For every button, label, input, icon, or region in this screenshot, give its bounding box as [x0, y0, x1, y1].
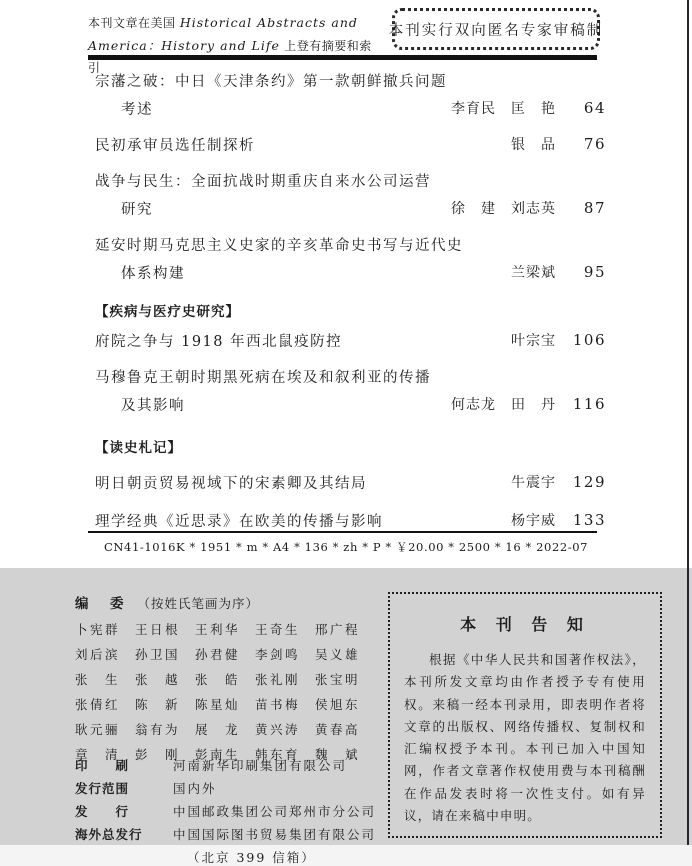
- toc-title: 理学经典《近思录》在欧美的传播与影响: [95, 513, 383, 530]
- publishing-info: [75, 756, 385, 866]
- toc-title: 宗藩之破：中日《天津条约》第一款朝鲜撤兵问题: [95, 73, 447, 90]
- editorial-board: [75, 592, 380, 763]
- board-member-name: 王日根: [135, 622, 181, 637]
- toc-title: 马穆鲁克王朝时期黑死病在埃及和叙利亚的传播: [95, 369, 431, 386]
- board-member-name: 耿元骊: [75, 722, 121, 737]
- toc-title: 战争与民生：全面抗战时期重庆自来水公司运营: [95, 173, 431, 190]
- toc-authors: 杨宇威: [511, 513, 556, 529]
- toc-title: 延安时期马克思主义史家的辛亥革命史书写与近代史: [95, 237, 463, 254]
- toc-authors: 兰梁斌: [511, 265, 556, 281]
- toc-page-number: 106: [572, 331, 606, 349]
- publishing-info-row: [75, 802, 385, 820]
- po-box-line: （北京 399 信箱）: [187, 850, 316, 865]
- toc-entry: [95, 326, 606, 354]
- publishing-info-row: [75, 756, 385, 774]
- board-member-name: 展 龙: [195, 722, 241, 737]
- board-member-name: 王奇生: [255, 622, 301, 637]
- toc-subtitle: 研究: [121, 201, 153, 218]
- toc-page-number: 95: [583, 263, 606, 281]
- section-heading-reading-notes: 【读史札记】: [95, 440, 182, 456]
- toc-entry-continuation: [95, 390, 606, 418]
- toc-title: 府院之争与 1918 年西北鼠疫防控: [95, 333, 343, 350]
- toc-authors: 银 品: [511, 137, 556, 153]
- info-value: 中国国际图书贸易集团有限公司: [173, 827, 377, 842]
- info-value: 国内外: [173, 781, 217, 796]
- editorial-board-names: [75, 620, 380, 763]
- board-member-name: 章 清: [75, 747, 121, 762]
- board-member-name: 张 生: [75, 672, 121, 687]
- review-policy-stamp: 本刊实行双向匿名专家审稿制: [392, 8, 600, 50]
- indexing-note-en1: Historical Abstracts and: [179, 15, 358, 30]
- toc-entry-continuation: [95, 258, 606, 286]
- board-member-name: 彭南生: [195, 747, 241, 762]
- editorial-board-header: [75, 592, 380, 612]
- toc-entry-title: [95, 230, 606, 258]
- toc-authors: 叶宗宝: [511, 333, 556, 349]
- board-member-name: 陈 新: [135, 697, 181, 712]
- editorial-board-label: 编 委: [75, 596, 128, 612]
- info-label: 印 刷: [75, 758, 130, 773]
- notice-body: 根据《中华人民共和国著作权法》，本刊所发文章均由作者授予专有使用权。来稿一经本刊录用，即表明作者将文章的出版权、网络传播权、复制权和汇编权授予本刊。本刊已加入中国知网，作者文章著作权使用费与本刊稿酬在作品发表时将一次性支付。如有异议，请在来稿中申明。: [404, 652, 646, 823]
- board-member-name: 彭 刚: [135, 747, 181, 762]
- board-member-name: 邢广程: [315, 622, 361, 637]
- toc-authors: 何志龙 田 丹: [451, 397, 556, 413]
- board-member-name: 吴义雄: [315, 647, 361, 662]
- info-label: 海外总发行: [75, 827, 143, 842]
- board-member-name: 张倩红: [75, 697, 121, 712]
- toc-entry-title: [95, 166, 606, 194]
- editorial-board-note: （按姓氏笔画为序）: [137, 596, 260, 611]
- toc-title: 明日朝贡贸易视域下的宋素卿及其结局: [95, 475, 367, 492]
- board-member-name: 张 越: [135, 672, 181, 687]
- toc-subtitle: 及其影响: [121, 397, 185, 414]
- board-member-name: 李剑鸣: [255, 647, 301, 662]
- toc-authors: 李育民 匡 艳: [451, 101, 556, 117]
- toc-page-number: 87: [583, 199, 606, 217]
- board-member-name: 苗书梅: [255, 697, 301, 712]
- toc-entry: [95, 506, 606, 534]
- board-member-name: 张礼刚: [255, 672, 301, 687]
- toc-title: 民初承审员选任制探析: [95, 137, 255, 154]
- toc-bottom-rule: [88, 531, 597, 533]
- header-divider: [88, 55, 597, 60]
- toc-subtitle: 体系构建: [121, 265, 185, 282]
- toc-page-number: 116: [572, 395, 606, 413]
- board-member-name: 卜宪群: [75, 622, 121, 637]
- board-member-name: 刘后滨: [75, 647, 121, 662]
- toc-entry-continuation: [95, 94, 606, 122]
- indexing-note-line1: [88, 11, 378, 34]
- board-member-name: 孙君健: [195, 647, 241, 662]
- toc-authors: 牛震宇: [511, 475, 556, 491]
- info-label: 发 行: [75, 804, 130, 819]
- board-member-name: 陈星灿: [195, 697, 241, 712]
- section-heading-disease-history: 【疾病与医疗史研究】: [95, 304, 240, 320]
- board-member-name: 韩东育: [255, 747, 301, 762]
- publishing-info-row: [75, 825, 385, 843]
- toc-page-number: 64: [583, 99, 606, 117]
- board-member-name: 黄春高: [315, 722, 361, 737]
- info-value: 河南新华印刷集团有限公司: [173, 758, 348, 773]
- board-member-name: 翁有为: [135, 722, 181, 737]
- board-member-name: 侯旭东: [315, 697, 361, 712]
- toc-entry: [95, 468, 606, 496]
- toc-entry-continuation: [95, 194, 606, 222]
- board-member-name: 张宝明: [315, 672, 361, 687]
- board-member-name: 黄兴涛: [255, 722, 301, 737]
- footer-band: [0, 568, 692, 865]
- toc-page-number: 133: [572, 511, 606, 529]
- info-label: 发行范围: [75, 781, 130, 796]
- board-member-name: 张 皓: [195, 672, 241, 687]
- indexing-note-cn2: 上登有摘要和索引: [88, 39, 372, 76]
- publishing-info-row: [75, 779, 385, 797]
- toc-authors: 徐 建 刘志英: [451, 201, 556, 217]
- notice-title: 本 刊 告 知: [460, 615, 590, 634]
- toc-entry-title: [95, 362, 606, 390]
- board-member-name: 魏 斌: [315, 747, 361, 762]
- board-member-name: 王利华: [195, 622, 241, 637]
- toc-page-number: 129: [572, 473, 606, 491]
- table-of-contents: [95, 66, 606, 534]
- toc-page-number: 76: [583, 135, 606, 153]
- indexing-note-cn1: 本刊文章在美国: [88, 16, 176, 30]
- indexing-note-en2: America：History and Life: [88, 38, 280, 54]
- board-member-name: 孙卫国: [135, 647, 181, 662]
- notice-box: [388, 592, 662, 838]
- toc-entry-title: [95, 66, 606, 94]
- page-scan-edge-line: [687, 0, 689, 845]
- info-value: 中国邮政集团公司郑州市分公司: [173, 804, 377, 819]
- toc-subtitle: 考述: [121, 101, 153, 118]
- toc-entry: [95, 130, 606, 158]
- colophon-line: CN41-1016K * 1951 * m * A4 * 136 * zh * P * ￥20.00 * 2500 * 16 * 2022-07: [104, 540, 589, 554]
